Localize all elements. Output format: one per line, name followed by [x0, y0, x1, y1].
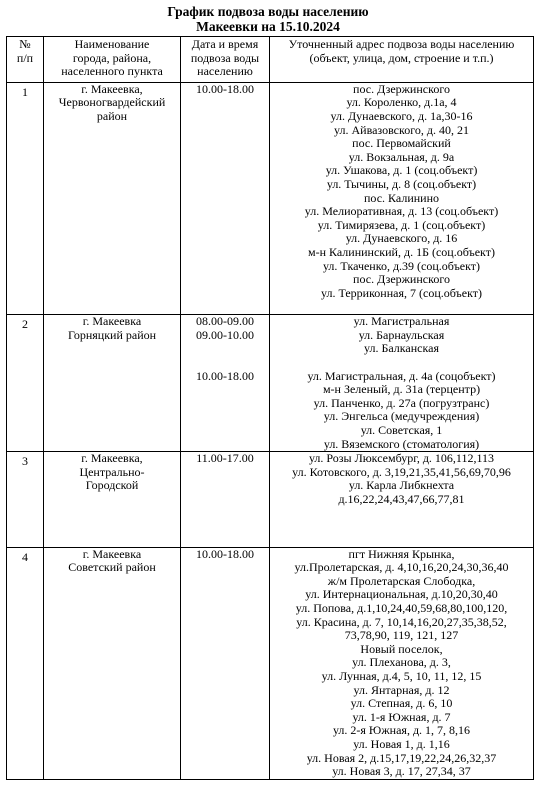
address-line: ул. Мелиоративная, д. 13 (соц.объект)	[304, 204, 499, 219]
address-line: м-н Зеленый, д. 31а (терцентр)	[322, 382, 481, 397]
row-number: 1	[7, 82, 44, 315]
table-row	[7, 547, 534, 779]
address-line: ул. Панченко, д. 27а (погрузтранс)	[313, 395, 490, 410]
row-locality	[44, 452, 181, 547]
locality-line: Городской	[85, 478, 139, 493]
address-line: ул. Попова, д.1,10,24,40,59,68,80,100,120,	[295, 600, 508, 615]
row-addresses	[270, 547, 534, 779]
row-number: 4	[7, 547, 44, 779]
locality-line: Горняцкий район	[67, 327, 157, 342]
water-schedule-table	[6, 36, 534, 780]
address-line: ул. Барнаульская	[358, 327, 445, 342]
address-line: ул. Лунная, д.4, 5, 10, 11, 12, 15	[321, 668, 482, 683]
row-time	[181, 315, 270, 452]
address-line: ул. 1-я Южная, д. 7	[352, 709, 451, 724]
address-line: ул. Ушакова, д. 1 (соц.объект)	[325, 163, 478, 178]
address-line: ул. Дунаевского, д. 16	[345, 231, 458, 246]
locality-line: Червоногвардейский	[58, 95, 166, 110]
header-locality: Наименование города, района, населенного пункта	[44, 37, 181, 83]
address-line: ул. Балканская	[364, 341, 439, 356]
locality-line: г. Макеевка	[82, 314, 142, 329]
row-locality	[44, 547, 181, 779]
locality-line: Центрально-	[79, 464, 145, 479]
address-line: ул. Новая 2, д.15,17,19,22,24,26,32,37	[306, 750, 497, 765]
address-line: пгт Нижняя Крынка,	[348, 546, 455, 561]
address-line	[270, 356, 533, 370]
header-number: № п/п	[7, 37, 44, 83]
address-line: ул. Розы Люксембург, д. 106,112,113	[308, 451, 495, 466]
address-line: ул. Вяземского (стоматология)	[323, 436, 480, 451]
locality-line: г. Макеевка	[82, 546, 142, 561]
address-line: м-н Калининский, д. 1Б (соц.объект)	[308, 244, 495, 259]
time-slot	[181, 356, 269, 370]
time-slot: 09.00-10.00	[196, 327, 254, 342]
header-time: Дата и время подвоза воды населению	[181, 37, 270, 83]
row-time	[181, 452, 270, 547]
row-number: 2	[7, 315, 44, 452]
row-time	[181, 547, 270, 779]
table-row	[7, 315, 534, 452]
address-line: Новый поселок,	[360, 641, 443, 656]
address-line: ул. Дунаевского, д. 1а,30-16	[330, 108, 473, 123]
address-line: ул. Магистральная	[353, 314, 450, 329]
address-line: ул. Магистральная, д. 4а (соцобъект)	[307, 368, 496, 383]
row-addresses	[270, 315, 534, 452]
address-line: пос. Калинино	[364, 190, 439, 205]
row-addresses	[270, 82, 534, 315]
address-line: ул. Янтарная, д. 12	[353, 682, 450, 697]
locality-line: Советский район	[68, 560, 156, 575]
header-address: Уточненный адрес подвоза воды населению (объект, улица, дом, строение и т.п.)	[270, 37, 534, 83]
time-slot: 11.00-17.00	[196, 451, 254, 466]
row-addresses	[270, 452, 534, 547]
address-line: ул. Айвазовского, д. 40, 21	[334, 122, 469, 137]
address-line: ул. Тычины, д. 8 (соц.объект)	[326, 176, 477, 191]
address-line: д.16,22,24,43,47,66,77,81	[338, 492, 465, 506]
address-line: ул. Новая 1, д. 1,16	[353, 736, 450, 751]
time-slot: 10.00-18.00	[196, 368, 254, 383]
address-line: ж/м Пролетарская Слободка,	[327, 573, 476, 588]
address-line: ул. Советская, 1	[360, 423, 443, 438]
address-line: ул. Котовского, д. 3,19,21,35,41,56,69,70,96	[292, 464, 511, 479]
address-line: ул. Терриконная, 7 (соц.объект)	[321, 285, 482, 300]
document-title-line-1: График подвоза воды населению	[167, 4, 369, 19]
locality-line: г. Макеевка,	[81, 451, 143, 466]
time-slot: 10.00-18.00	[196, 546, 254, 561]
table-header-row	[7, 37, 534, 83]
time-slot: 08.00-09.00	[196, 314, 254, 329]
address-line: ул. Тимирязева, д. 1 (соц.объект)	[317, 217, 486, 232]
address-line: ул. Вокзальная, д. 9а	[348, 149, 455, 164]
row-locality	[44, 315, 181, 452]
locality-line: г. Макеевка,	[81, 81, 143, 96]
locality-line: район	[96, 108, 128, 123]
document-title-line-2: Макеевки на 15.10.2024	[196, 19, 340, 34]
row-locality	[44, 82, 181, 315]
row-number: 3	[7, 452, 44, 547]
address-line: ул. Новая 3, д. 17, 27,34, 37	[332, 764, 471, 779]
address-line: ул. 2-я Южная, д. 1, 7, 8,16	[332, 723, 471, 738]
address-line: 73,78,90, 119, 121, 127	[344, 628, 459, 643]
table-row	[7, 82, 534, 315]
address-line: ул.Пролетарская, д. 4,10,16,20,24,30,36,40	[294, 560, 509, 575]
address-line: ул. Энгельса (медучреждения)	[323, 409, 480, 424]
address-line: ул. Интернациональная, д.10,20,30,40	[305, 587, 498, 602]
table-row	[7, 452, 534, 547]
address-line: ул. Красина, д. 7, 10,14,16,20,27,35,38,52,	[296, 614, 507, 629]
time-slot	[181, 342, 269, 356]
address-line: пос. Дзержинского	[353, 81, 450, 96]
address-line: ул. Степная, д. 6, 10	[350, 696, 453, 711]
address-line: пос. Первомайский	[352, 136, 451, 151]
row-time	[181, 82, 270, 315]
address-line: ул. Короленко, д.1а, 4	[346, 95, 457, 110]
address-line: ул. Карла Либкнехта	[348, 478, 455, 493]
address-line: пос. Дзержинского	[353, 272, 450, 287]
address-line: ул. Плеханова, д. 3,	[352, 655, 451, 670]
address-line: ул. Ткаченко, д.39 (соц.объект)	[322, 258, 481, 273]
time-slot: 10.00-18.00	[196, 81, 254, 96]
